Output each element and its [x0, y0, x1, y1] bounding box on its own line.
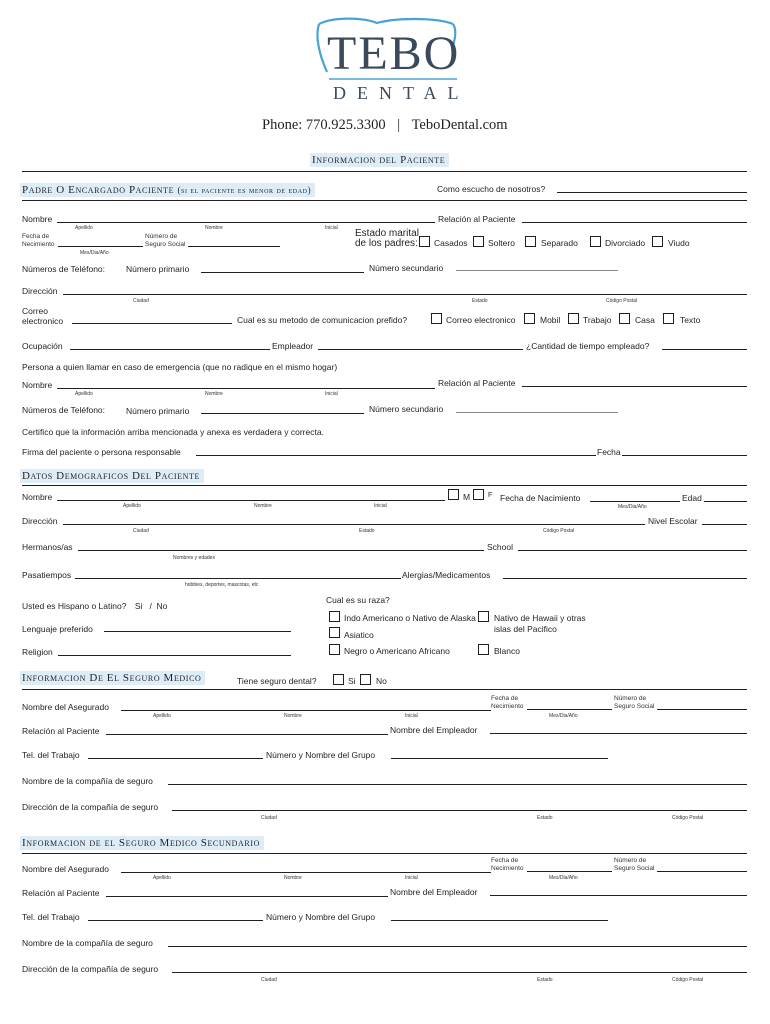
- nombres-edades-caption: Nombres y edades: [173, 555, 215, 561]
- empleador-label: Empleador: [272, 341, 314, 351]
- edad-field[interactable]: [704, 501, 747, 502]
- logo-name: TEBO: [327, 27, 461, 80]
- metodo-texto-checkbox[interactable]: [663, 313, 674, 324]
- como-escucho-field[interactable]: [557, 192, 747, 193]
- tiempo-empleado-label: ¿Cantidad de tiempo empleado?: [526, 341, 650, 351]
- padre-secundario-label: Número secundario: [369, 263, 444, 273]
- metodo-correo-label: Correo electronico: [446, 315, 516, 325]
- seguro-grupo-field[interactable]: [391, 758, 608, 759]
- sexo-m-label: M: [463, 492, 471, 502]
- emergencia-primario-field[interactable]: [201, 413, 364, 414]
- pasatiempos-field[interactable]: [75, 578, 401, 579]
- padre-primario-label: Número primario: [126, 264, 190, 274]
- metodo-label: Cual es su metodo de comunicacion prefido?: [237, 315, 408, 325]
- seguro-si-label: Si: [348, 676, 356, 686]
- seguro-si-checkbox[interactable]: [333, 674, 344, 685]
- website: TeboDental.com: [411, 117, 508, 133]
- separado-checkbox[interactable]: [525, 236, 536, 247]
- tiempo-empleado-field[interactable]: [662, 349, 747, 350]
- tiene-seguro-label: Tiene seguro dental?: [237, 676, 317, 686]
- padre-ss-label: Número de Seguro Social: [145, 233, 186, 248]
- ciudad-caption: Ciudad: [261, 815, 277, 821]
- paciente-nombre-field[interactable]: [57, 500, 445, 501]
- asegurado2-nombre-label: Nombre del Asegurado: [22, 864, 109, 874]
- asegurado2-ss-label: Número de Seguro Social: [614, 857, 655, 872]
- seguro2-empleador-field[interactable]: [490, 895, 747, 896]
- section-title-paciente: Informacion del Paciente: [310, 153, 449, 167]
- seguro2-dir-compania-field[interactable]: [172, 972, 747, 973]
- phone-number: Phone: 770.925.3300: [262, 117, 386, 133]
- seguro-compania-label: Nombre de la compañía de seguro: [22, 776, 153, 786]
- paciente-fecha-nac-label: Fecha de Nacimiento: [500, 493, 581, 503]
- raza-hawaii-label: Nativo de Hawaii y otras islas del Pacifico: [494, 613, 586, 634]
- seguro2-compania-field[interactable]: [168, 946, 747, 947]
- metodo-correo-checkbox[interactable]: [431, 313, 442, 324]
- hermanos-label: Hermanos/as: [22, 542, 73, 552]
- seguro-dir-compania-label: Dirección de la compañía de seguro: [22, 802, 159, 812]
- alergias-label: Alergias/Medicamentos: [402, 570, 491, 580]
- ciudad-caption: Ciudad: [261, 977, 277, 983]
- viudo-checkbox[interactable]: [652, 236, 663, 247]
- emergencia-relacion-label: Relación al Paciente: [438, 378, 516, 388]
- ciudad-caption: Ciudad: [133, 298, 149, 304]
- raza-negro-label: Negro o Americano Africano: [344, 646, 450, 656]
- religion-field[interactable]: [58, 655, 291, 656]
- estado-caption: Estado: [472, 298, 488, 304]
- school-field[interactable]: [518, 550, 747, 551]
- soltero-label: Soltero: [488, 238, 515, 248]
- hermanos-field[interactable]: [78, 550, 484, 551]
- padre-secundario-field[interactable]: [456, 270, 618, 271]
- emergencia-label: Persona a quien llamar en caso de emergencia (que no radique en el mismo hogar): [22, 362, 338, 372]
- raza-asiatico-label: Asiatico: [344, 630, 374, 640]
- metodo-trabajo-checkbox[interactable]: [568, 313, 579, 324]
- seguro-empleador-label: Nombre del Empleador: [390, 725, 478, 735]
- nombre-caption: Nombre: [284, 875, 302, 881]
- apellido-caption: Apellido: [123, 503, 141, 509]
- raza-asiatico-checkbox[interactable]: [329, 627, 340, 638]
- seguro2-grupo-label: Número y Nombre del Grupo: [266, 912, 376, 922]
- estado-caption: Estado: [359, 528, 375, 534]
- seguro-dir-compania-field[interactable]: [172, 810, 747, 811]
- padre-nombre-label: Nombre: [22, 214, 53, 224]
- asegurado2-fecha-field[interactable]: [527, 871, 612, 872]
- edad-label: Edad: [682, 493, 702, 503]
- religion-label: Religion: [22, 647, 53, 657]
- section-title-seguro: Informacion De El Seguro Medico: [20, 671, 205, 685]
- divorciado-checkbox[interactable]: [590, 236, 601, 247]
- mes-dia-ano-caption: Mes/Dia/Año: [549, 713, 578, 719]
- apellido-caption: Apellido: [75, 225, 93, 231]
- emergencia-relacion-field[interactable]: [522, 386, 747, 387]
- asegurado2-fecha-label: Fecha de Necimiento: [491, 857, 524, 872]
- section-title-demograficos: Datos Demograficos Del Paciente: [20, 469, 204, 483]
- raza-indo-label: Indo Americano o Nativo de Alaska: [344, 613, 476, 623]
- correo-field[interactable]: [72, 323, 232, 324]
- ocupacion-field[interactable]: [70, 349, 270, 350]
- seguro-grupo-label: Número y Nombre del Grupo: [266, 750, 376, 760]
- mes-dia-ano-caption: Mes/Dia/Año: [80, 250, 109, 256]
- logo-sub: DENTAL: [333, 83, 470, 103]
- nivel-escolar-label: Nivel Escolar: [648, 516, 698, 526]
- raza-blanco-label: Blanco: [494, 646, 520, 656]
- apellido-caption: Apellido: [75, 391, 93, 397]
- nivel-escolar-field[interactable]: [702, 524, 747, 525]
- pasatiempos-label: Pasatiempos: [22, 570, 72, 580]
- inicial-caption: Inicial: [325, 225, 338, 231]
- contact-separator: |: [397, 117, 401, 133]
- seguro-tel-trabajo-field[interactable]: [88, 758, 263, 759]
- emergencia-primario-label: Número primario: [126, 406, 190, 416]
- metodo-texto-label: Texto: [680, 315, 701, 325]
- metodo-trabajo-label: Trabajo: [583, 315, 612, 325]
- seguro2-tel-trabajo-field[interactable]: [88, 920, 263, 921]
- raza-label: Cual es su raza?: [326, 595, 390, 605]
- codigo-postal-caption: Código Postal: [672, 977, 704, 983]
- padre-direccion-label: Dirección: [22, 286, 58, 296]
- seguro-no-label: No: [376, 676, 387, 686]
- firma-fecha-label: Fecha: [597, 447, 621, 457]
- paciente-nombre-label: Nombre: [22, 492, 53, 502]
- estado-caption: Estado: [537, 977, 553, 983]
- lenguaje-label: Lenguaje preferido: [22, 624, 93, 634]
- raza-indo-checkbox[interactable]: [329, 611, 340, 622]
- asegurado-nombre-field[interactable]: [121, 710, 491, 711]
- emergencia-nombre-field[interactable]: [57, 388, 435, 389]
- emergencia-secundario-label: Número secundario: [369, 404, 444, 414]
- seguro2-empleador-label: Nombre del Empleador: [390, 887, 478, 897]
- divorciado-label: Divorciado: [605, 238, 646, 248]
- ocupacion-label: Ocupación: [22, 341, 63, 351]
- seguro-relacion-label: Relación al Paciente: [22, 726, 100, 736]
- raza-hawaii-checkbox[interactable]: [478, 611, 489, 622]
- raza-blanco-checkbox[interactable]: [478, 644, 489, 655]
- metodo-casa-checkbox[interactable]: [619, 313, 630, 324]
- emergencia-nombre-label: Nombre: [22, 380, 53, 390]
- hobbies-caption: hobbies, deportes, mascotas, etc: [185, 582, 259, 588]
- padre-fecha-field[interactable]: [58, 246, 143, 247]
- sexo-m-checkbox[interactable]: [448, 489, 459, 500]
- asegurado-ss-label: Número de Seguro Social: [614, 695, 655, 710]
- seguro-empleador-field[interactable]: [490, 733, 747, 734]
- sexo-f-label: F: [488, 492, 493, 499]
- seguro-tel-trabajo-label: Tel. del Trabajo: [22, 750, 80, 760]
- seguro-compania-field[interactable]: [168, 784, 747, 785]
- padre-primario-field[interactable]: [201, 272, 364, 273]
- seguro2-relacion-label: Relación al Paciente: [22, 888, 100, 898]
- padre-relacion-label: Relación al Paciente: [438, 214, 516, 224]
- nombre-caption: Nombre: [254, 503, 272, 509]
- firma-label: Firma del paciente o persona responsable: [22, 447, 181, 457]
- padre-ss-field[interactable]: [188, 246, 280, 247]
- paciente-direccion-field[interactable]: [63, 524, 645, 525]
- emergencia-telefonos-label: Números de Teléfono:: [22, 405, 106, 415]
- padre-fecha-label: Fecha de Necimiento: [22, 233, 55, 248]
- casados-checkbox[interactable]: [419, 236, 430, 247]
- certifico-text: Certifico que la información arriba mencionada y anexa es verdadera y correcta.: [22, 427, 324, 437]
- paciente-direccion-label: Dirección: [22, 516, 58, 526]
- sexo-f-checkbox[interactable]: [473, 489, 484, 500]
- inicial-caption: Inicial: [325, 391, 338, 397]
- como-escucho-label: Como escucho de nosotros?: [437, 184, 546, 194]
- nombre-caption: Nombre: [284, 713, 302, 719]
- estado-caption: Estado: [537, 815, 553, 821]
- codigo-postal-caption: Código Postal: [606, 298, 638, 304]
- alergias-field[interactable]: [503, 578, 747, 579]
- seguro2-grupo-field[interactable]: [391, 920, 608, 921]
- correo-label: Correo electronico: [22, 306, 64, 326]
- raza-negro-checkbox[interactable]: [329, 644, 340, 655]
- padre-direccion-field[interactable]: [63, 294, 747, 295]
- metodo-mobil-checkbox[interactable]: [524, 313, 535, 324]
- nombre-caption: Nombre: [205, 391, 223, 397]
- firma-field[interactable]: [196, 455, 596, 456]
- apellido-caption: Apellido: [153, 875, 171, 881]
- empleador-field[interactable]: [318, 349, 523, 350]
- codigo-postal-caption: Código Postal: [543, 528, 575, 534]
- separado-label: Separado: [541, 238, 578, 248]
- asegurado-fecha-label: Fecha de Necimiento: [491, 695, 524, 710]
- hispano-label: Usted es Hispano o Latino? Si / No: [22, 601, 168, 611]
- paciente-fecha-nac-field[interactable]: [590, 501, 680, 502]
- lenguaje-field[interactable]: [104, 631, 291, 632]
- seguro2-dir-compania-label: Dirección de la compañía de seguro: [22, 964, 159, 974]
- apellido-caption: Apellido: [153, 713, 171, 719]
- seguro-no-checkbox[interactable]: [360, 674, 371, 685]
- metodo-mobil-label: Mobil: [540, 315, 561, 325]
- codigo-postal-caption: Código Postal: [672, 815, 704, 821]
- inicial-caption: Inicial: [405, 713, 418, 719]
- hispano-si-no[interactable]: Si / No: [134, 601, 168, 611]
- asegurado-fecha-field[interactable]: [527, 709, 612, 710]
- emergencia-secundario-field[interactable]: [456, 412, 618, 413]
- section-title-padre: Padre O Encargado Paciente (si el paciente es menor de edad): [20, 183, 315, 197]
- seguro2-tel-trabajo-label: Tel. del Trabajo: [22, 912, 80, 922]
- seguro2-relacion-field[interactable]: [106, 896, 388, 897]
- nombre-caption: Nombre: [205, 225, 223, 231]
- asegurado-ss-field[interactable]: [657, 709, 747, 710]
- soltero-checkbox[interactable]: [473, 236, 484, 247]
- inicial-caption: Inicial: [405, 875, 418, 881]
- seguro-relacion-field[interactable]: [106, 734, 388, 735]
- estado-marital-label: Estado marital de los padres:: [355, 228, 419, 249]
- metodo-casa-label: Casa: [635, 315, 655, 325]
- firma-fecha-field[interactable]: [622, 455, 747, 456]
- inicial-caption: Inicial: [374, 503, 387, 509]
- casados-label: Casados: [434, 238, 468, 248]
- seguro2-compania-label: Nombre de la compañía de seguro: [22, 938, 153, 948]
- asegurado2-ss-field[interactable]: [657, 871, 747, 872]
- padre-telefonos-label: Números de Teléfono:: [22, 264, 106, 274]
- padre-relacion-field[interactable]: [522, 222, 747, 223]
- school-label: School: [487, 542, 513, 552]
- logo: [305, 14, 475, 106]
- padre-nombre-field[interactable]: [57, 222, 435, 223]
- viudo-label: Viudo: [668, 238, 690, 248]
- mes-dia-ano-caption: Mes/Dia/Año: [618, 504, 647, 510]
- mes-dia-ano-caption: Mes/Dia/Año: [549, 875, 578, 881]
- ciudad-caption: Ciudad: [133, 528, 149, 534]
- section-title-seguro-secundario: Informacion de el Seguro Medico Secundario: [20, 836, 264, 850]
- asegurado-nombre-label: Nombre del Asegurado: [22, 702, 109, 712]
- asegurado2-nombre-field[interactable]: [121, 872, 491, 873]
